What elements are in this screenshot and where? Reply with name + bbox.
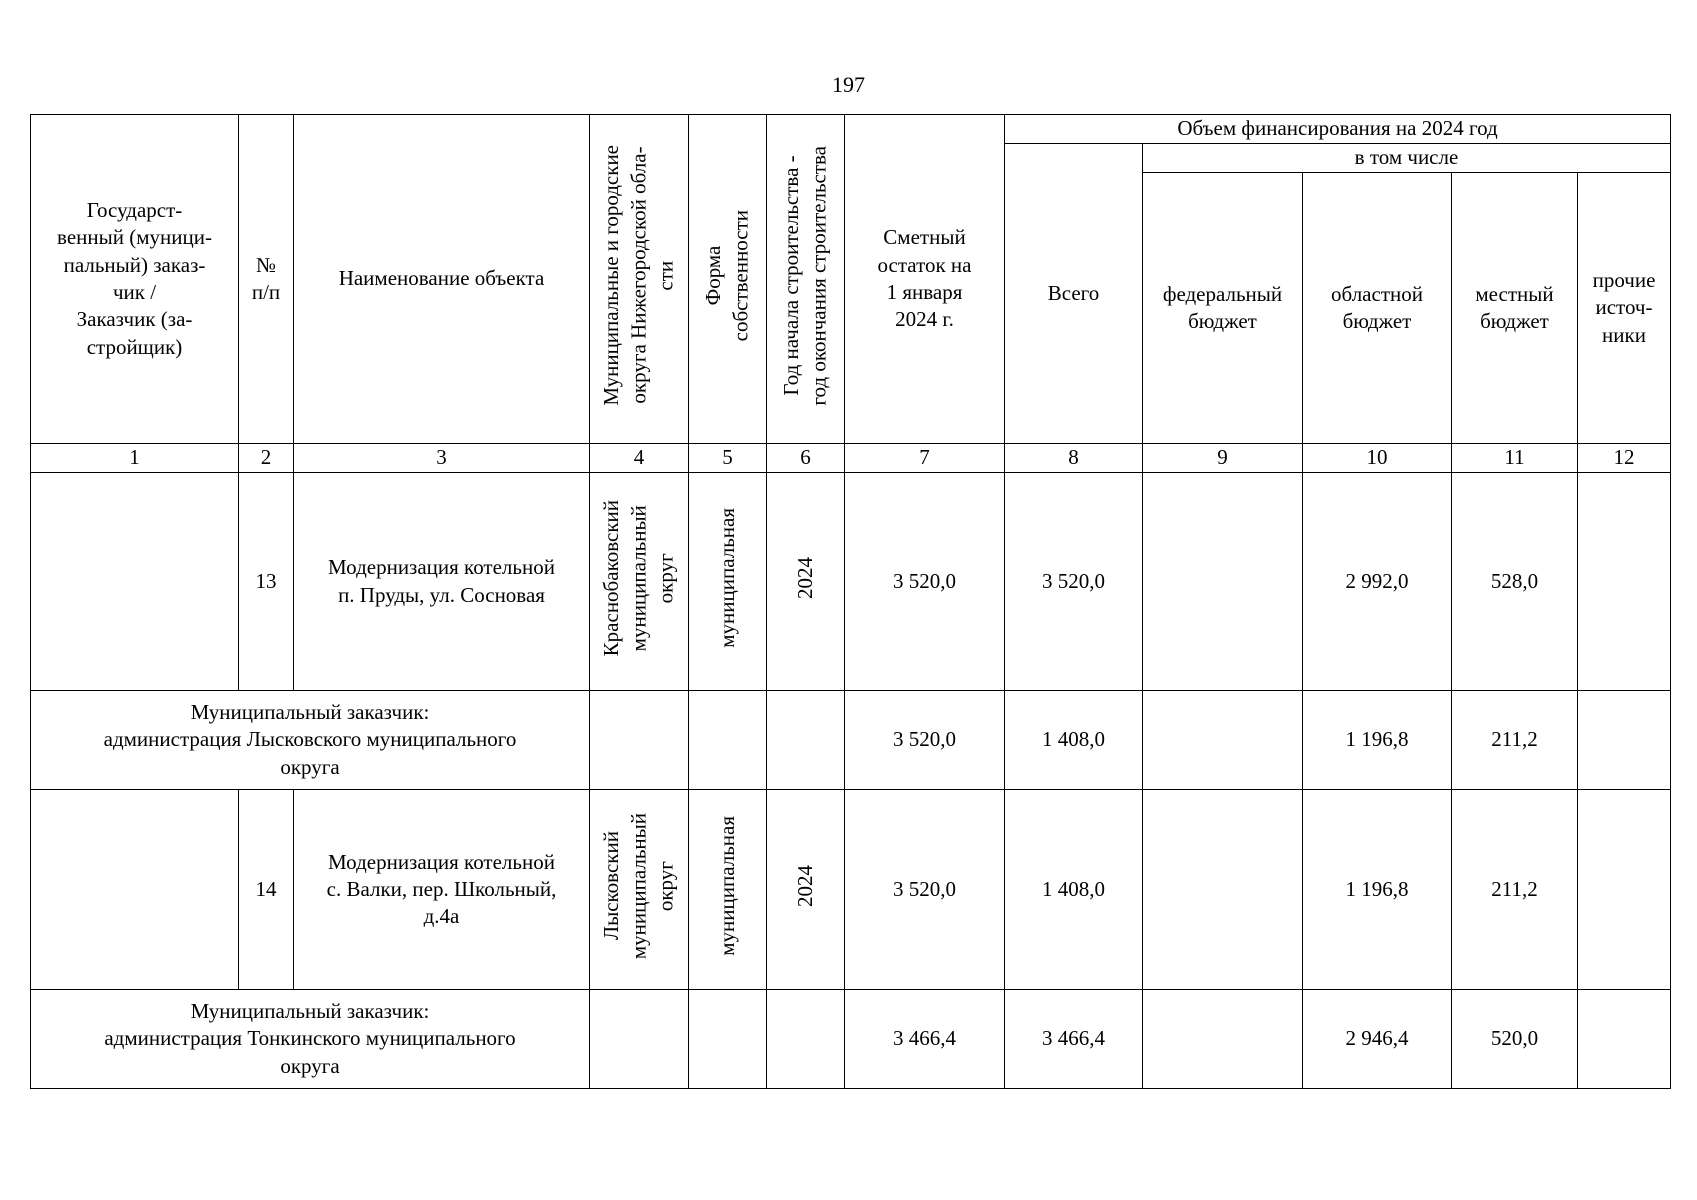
header-federal: федеральный бюджет	[1143, 173, 1303, 444]
remainder-cell: 3 520,0	[845, 790, 1005, 990]
customer-cell-empty	[31, 790, 239, 990]
municipality-cell: Краснобаковский муниципальный округ	[590, 473, 689, 691]
header-number: № п/п	[239, 115, 294, 444]
years-cell	[767, 990, 845, 1089]
local-cell: 528,0	[1452, 473, 1578, 691]
total-cell: 3 520,0	[1005, 473, 1143, 691]
local-cell: 211,2	[1452, 790, 1578, 990]
federal-cell	[1143, 990, 1303, 1089]
column-number: 1	[31, 444, 239, 473]
customer-summary-row	[31, 691, 1671, 790]
total-cell: 1 408,0	[1005, 790, 1143, 990]
customer-label: Муниципальный заказчик: администрация Тонкинского муниципального округа	[31, 990, 590, 1089]
column-number: 5	[689, 444, 767, 473]
column-number: 3	[294, 444, 590, 473]
years-cell	[767, 691, 845, 790]
header-total: Всего	[1005, 144, 1143, 444]
local-cell: 211,2	[1452, 691, 1578, 790]
column-number: 4	[590, 444, 689, 473]
years-cell: 2024	[767, 790, 845, 990]
regional-cell: 1 196,8	[1303, 691, 1452, 790]
column-number: 8	[1005, 444, 1143, 473]
column-number: 2	[239, 444, 294, 473]
other-cell	[1578, 473, 1671, 691]
page-number: 197	[832, 72, 865, 97]
federal-cell	[1143, 473, 1303, 691]
object-name: Модернизация котельной с. Валки, пер. Школьный, д.4а	[294, 790, 590, 990]
remainder-cell: 3 466,4	[845, 990, 1005, 1089]
header-ownership: Форма собственности	[689, 115, 767, 444]
municipality-cell	[590, 990, 689, 1089]
ownership-cell: муниципальная	[689, 473, 767, 691]
local-cell: 520,0	[1452, 990, 1578, 1089]
column-number-row	[31, 444, 1671, 473]
customer-label: Муниципальный заказчик: администрация Лысковского муниципального округа	[31, 691, 590, 790]
header-customer: Государст- венный (муници- пальный) заказ- чик / Заказчик (за- стройщик)	[31, 115, 239, 444]
remainder-cell: 3 520,0	[845, 473, 1005, 691]
remainder-cell: 3 520,0	[845, 691, 1005, 790]
ownership-cell	[689, 990, 767, 1089]
header-other: прочие источ- ники	[1578, 173, 1671, 444]
ownership-cell	[689, 691, 767, 790]
ownership-cell: муниципальная	[689, 790, 767, 990]
regional-cell: 2 992,0	[1303, 473, 1452, 691]
customer-summary-row	[31, 990, 1671, 1089]
other-cell	[1578, 790, 1671, 990]
customer-cell-empty	[31, 473, 239, 691]
column-number: 9	[1143, 444, 1303, 473]
column-number: 7	[845, 444, 1005, 473]
other-cell	[1578, 990, 1671, 1089]
federal-cell	[1143, 691, 1303, 790]
header-regional: областной бюджет	[1303, 173, 1452, 444]
header-funding-group: Объем финансирования на 2024 год	[1005, 115, 1671, 144]
years-cell: 2024	[767, 473, 845, 691]
header-local: местный бюджет	[1452, 173, 1578, 444]
municipality-cell	[590, 691, 689, 790]
table-row	[31, 790, 1671, 990]
total-cell: 1 408,0	[1005, 691, 1143, 790]
column-number: 10	[1303, 444, 1452, 473]
header-remainder: Сметный остаток на 1 января 2024 г.	[845, 115, 1005, 444]
header-row-1	[31, 115, 1671, 144]
column-number: 11	[1452, 444, 1578, 473]
table-row	[31, 473, 1671, 691]
financing-table	[30, 114, 1671, 1089]
other-cell	[1578, 691, 1671, 790]
header-years: Год начала строительства - год окончания строительства	[767, 115, 845, 444]
column-number: 6	[767, 444, 845, 473]
column-number: 12	[1578, 444, 1671, 473]
row-number: 13	[239, 473, 294, 691]
header-object-name: Наименование объекта	[294, 115, 590, 444]
header-including: в том числе	[1143, 144, 1671, 173]
municipality-cell: Лысковский муниципальный округ	[590, 790, 689, 990]
total-cell: 3 466,4	[1005, 990, 1143, 1089]
federal-cell	[1143, 790, 1303, 990]
row-number: 14	[239, 790, 294, 990]
regional-cell: 1 196,8	[1303, 790, 1452, 990]
regional-cell: 2 946,4	[1303, 990, 1452, 1089]
header-municipality: Муниципальные и городские округа Нижегородской обла- сти	[590, 115, 689, 444]
object-name: Модернизация котельной п. Пруды, ул. Сосновая	[294, 473, 590, 691]
